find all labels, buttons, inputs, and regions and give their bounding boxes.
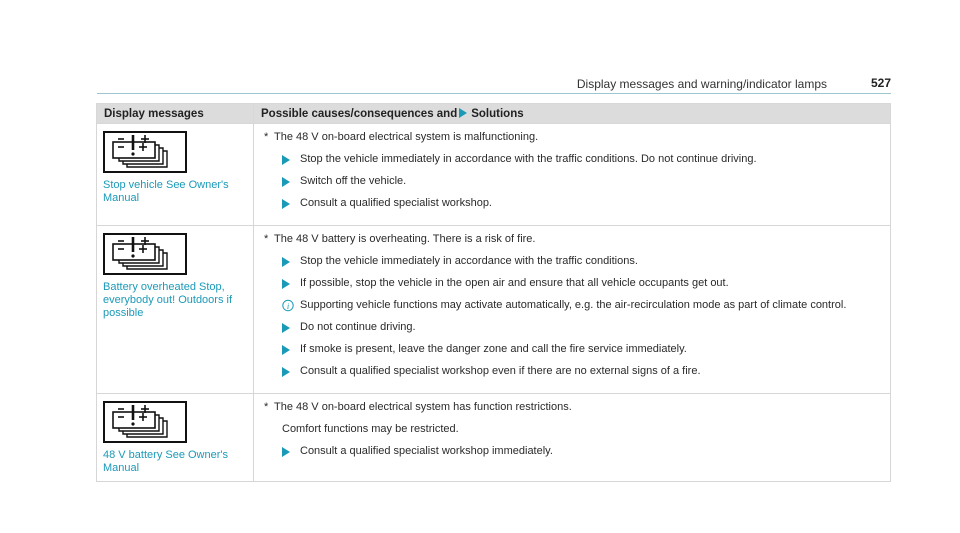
display-message-text: 48 V battery See Owner's Manual [103, 449, 228, 474]
action-arrow-icon [282, 177, 290, 187]
cause-line: * The 48 V battery is overheating. There is a risk of fire. [264, 233, 536, 245]
action-arrow-icon [282, 155, 290, 165]
table-row [97, 394, 891, 482]
action-step: Consult a qualified specialist workshop immediately. [264, 445, 884, 458]
table-row [97, 124, 891, 226]
action-arrow-icon [459, 108, 467, 118]
action-arrow-icon [282, 279, 290, 289]
action-arrow-icon [282, 199, 290, 209]
note-line: i Supporting vehicle functions may activate automatically, e.g. the air-recirculation mode as part of climate control. [264, 299, 884, 312]
cause-line: * The 48 V on-board electrical system has function restrictions. [264, 401, 572, 413]
causes-solutions-cell [254, 394, 891, 482]
action-arrow-icon [282, 323, 290, 333]
action-step: Stop the vehicle immediately in accordance with the traffic conditions. [264, 255, 884, 268]
header-rule [97, 93, 891, 94]
svg-text:i: i [286, 301, 290, 311]
48v-battery-warning-icon [103, 131, 187, 173]
table-row [97, 226, 891, 394]
cause-line: * The 48 V on-board electrical system is malfunctioning. [264, 131, 539, 143]
action-step: Do not continue driving. [264, 321, 884, 334]
action-arrow-icon [282, 257, 290, 267]
cause-marker: * [264, 233, 269, 245]
cause-marker: * [264, 131, 269, 143]
page-header-title: Display messages and warning/indicator lamps [576, 77, 827, 91]
action-arrow-icon [282, 345, 290, 355]
display-message-text: Stop vehicle See Owner's Manual [103, 179, 229, 204]
display-message-text: Battery overheated Stop, everybody out! Outdoors if possible [103, 281, 233, 319]
display-message-cell [97, 124, 254, 226]
action-arrow-icon [282, 367, 290, 377]
page-number: 527 [870, 76, 891, 90]
column-header-display-messages: Display messages [97, 104, 254, 124]
48v-battery-warning-icon [103, 401, 187, 443]
action-step: Stop the vehicle immediately in accordance with the traffic conditions. Do not continue driving. [264, 153, 884, 166]
action-step: If possible, stop the vehicle in the open air and ensure that all vehicle occupants get out. [264, 277, 884, 290]
column-header-causes-solutions: Possible causes/consequences and Solutions [254, 104, 891, 124]
cause-marker: * [264, 401, 269, 413]
note-icon [282, 299, 294, 316]
display-messages-table [96, 103, 891, 482]
action-step: Switch off the vehicle. [264, 175, 884, 188]
display-message-cell [97, 226, 254, 394]
action-step: Consult a qualified specialist workshop even if there are no external signs of a fire. [264, 365, 884, 378]
table-header-row [97, 104, 891, 124]
action-step: Consult a qualified specialist workshop. [264, 197, 884, 210]
cause-continuation: Comfort functions may be restricted. [282, 423, 459, 435]
48v-battery-warning-icon [103, 233, 187, 275]
display-message-cell [97, 394, 254, 482]
causes-solutions-cell [254, 226, 891, 394]
action-arrow-icon [282, 447, 290, 457]
causes-solutions-cell [254, 124, 891, 226]
action-step: If smoke is present, leave the danger zone and call the fire service immediately. [264, 343, 884, 356]
